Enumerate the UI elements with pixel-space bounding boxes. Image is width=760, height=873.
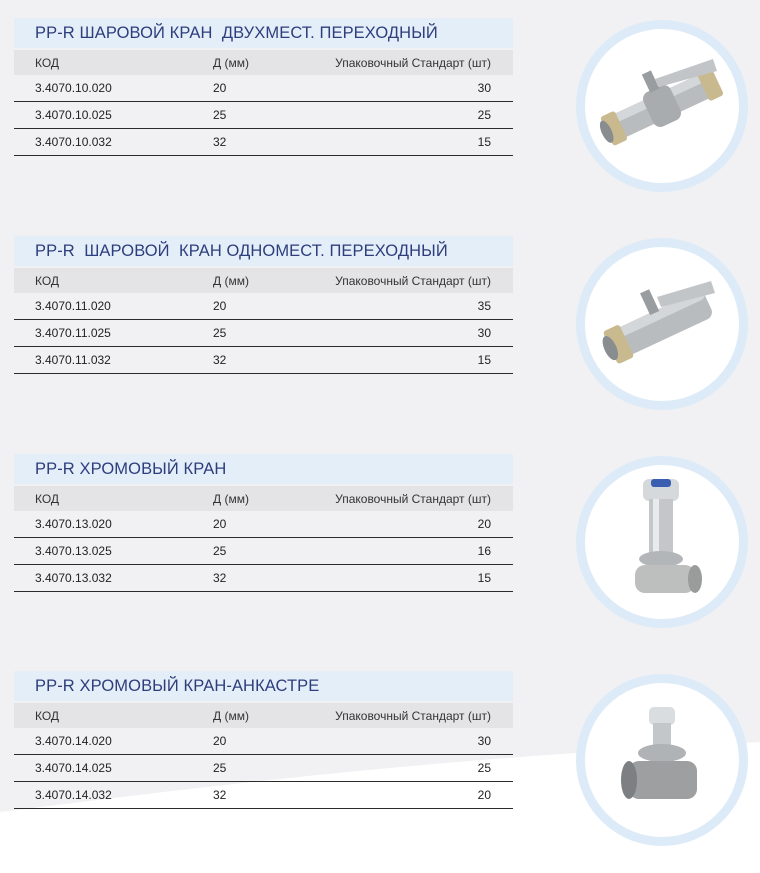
ball-valve-double-union-icon [585,29,739,183]
column-header-pack: Упаковочный Стандарт (шт) [335,55,491,70]
table-row [14,565,513,592]
cell-pack: 16 [477,544,491,558]
cell-code: 3.4070.10.020 [35,81,112,95]
table-row [14,511,513,538]
cell-diameter: 20 [213,81,227,95]
cell-pack: 35 [477,299,491,313]
cell-diameter: 20 [213,734,227,748]
product-table-section-2 [14,236,513,374]
column-header-code: КОД [35,708,60,723]
product-table-section-4 [14,671,513,809]
cell-diameter: 32 [213,135,227,149]
table-row [14,538,513,565]
section-title: PP-R ШАРОВОЙ КРАН ДВУХМЕСТ. ПЕРЕХОДНЫЙ [14,18,513,48]
table-row [14,102,513,129]
cell-code: 3.4070.11.025 [35,326,111,340]
product-table-section-3 [14,454,513,592]
cell-code: 3.4070.13.025 [35,544,112,558]
table-header [14,703,513,728]
cell-code: 3.4070.10.032 [35,135,112,149]
table-row [14,129,513,156]
cell-pack: 15 [477,353,491,367]
table-row [14,293,513,320]
cell-diameter: 25 [213,761,227,775]
cell-code: 3.4070.14.032 [35,788,112,802]
column-header-pack: Упаковочный Стандарт (шт) [335,708,491,723]
cell-code: 3.4070.13.032 [35,571,112,585]
chrome-valve-icon [585,465,739,619]
cell-diameter: 20 [213,517,227,531]
column-header-diameter: Д (мм) [213,491,249,506]
cell-diameter: 25 [213,108,227,122]
column-header-code: КОД [35,273,60,288]
column-header-diameter: Д (мм) [213,708,249,723]
cell-pack: 20 [477,788,491,802]
table-header [14,486,513,511]
section-title: PP-R ХРОМОВЫЙ КРАН [14,454,513,484]
column-header-pack: Упаковочный Стандарт (шт) [335,491,491,506]
column-header-code: КОД [35,55,60,70]
cell-code: 3.4070.14.020 [35,734,112,748]
cell-code: 3.4070.14.025 [35,761,112,775]
cell-code: 3.4070.11.020 [35,299,111,313]
table-row [14,782,513,809]
column-header-diameter: Д (мм) [213,273,249,288]
table-row [14,75,513,102]
cell-diameter: 25 [213,326,227,340]
cell-pack: 25 [477,108,491,122]
column-header-code: КОД [35,491,60,506]
section-title: PP-R ХРОМОВЫЙ КРАН-АНКАСТРЕ [14,671,513,701]
table-row [14,755,513,782]
cell-pack: 30 [477,81,491,95]
table-header [14,50,513,75]
section-title: PP-R ШАРОВОЙ КРАН ОДНОМЕСТ. ПЕРЕХОДНЫЙ [14,236,513,266]
cell-diameter: 32 [213,788,227,802]
product-image-ball-valve-double [576,20,748,192]
cell-pack: 20 [477,517,491,531]
product-image-chrome-concealed-valve [576,674,748,846]
column-header-pack: Упаковочный Стандарт (шт) [335,273,491,288]
cell-diameter: 20 [213,299,227,313]
cell-code: 3.4070.10.025 [35,108,112,122]
chrome-concealed-valve-icon [585,683,739,837]
product-image-chrome-valve [576,456,748,628]
product-table-section-1 [14,18,513,156]
cell-pack: 30 [477,326,491,340]
ball-valve-single-union-icon [585,247,739,401]
cell-diameter: 32 [213,571,227,585]
table-row [14,347,513,374]
column-header-diameter: Д (мм) [213,55,249,70]
cell-pack: 15 [477,135,491,149]
cell-pack: 25 [477,761,491,775]
table-row [14,320,513,347]
cell-diameter: 32 [213,353,227,367]
cell-pack: 15 [477,571,491,585]
table-header [14,268,513,293]
cell-code: 3.4070.11.032 [35,353,111,367]
product-image-ball-valve-single [576,238,748,410]
cell-diameter: 25 [213,544,227,558]
table-row [14,728,513,755]
cell-pack: 30 [477,734,491,748]
cell-code: 3.4070.13.020 [35,517,112,531]
